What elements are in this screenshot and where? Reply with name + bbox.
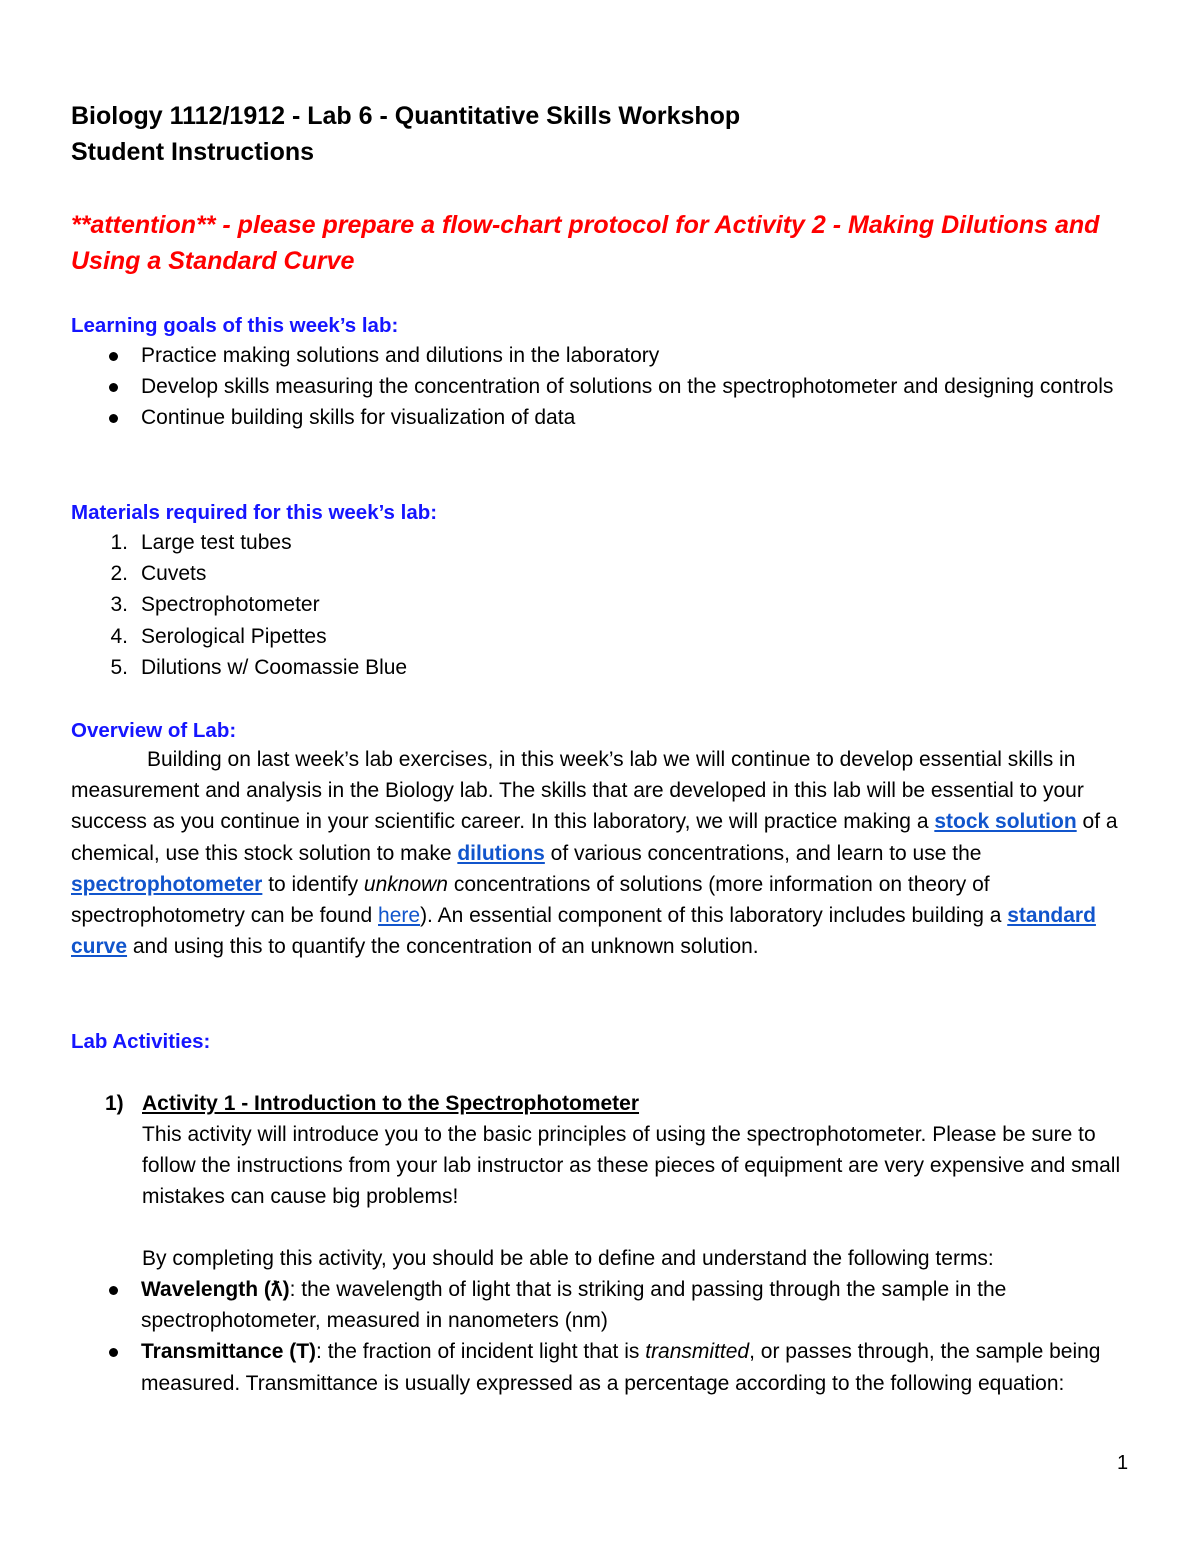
learning-goals-list <box>71 340 1131 434</box>
list-item-text: Dilutions w/ Coomassie Blue <box>141 655 408 679</box>
lab-activities-heading: Lab Activities: <box>71 1030 211 1053</box>
title-line-1: Biology 1112/1912 - Lab 6 - Quantitative Skills Workshop <box>71 102 741 130</box>
standard-curve-link[interactable]: standard curve <box>71 904 1096 959</box>
page-number: 1 <box>1117 1452 1129 1474</box>
materials-list <box>71 527 1131 683</box>
activity-1-terms-intro: By completing this activity, you should be able to define and understand the following terms: <box>142 1247 994 1270</box>
list-item-text: Cuvets <box>141 562 207 586</box>
list-item-text: Large test tubes <box>141 531 292 554</box>
learning-goals-heading: Learning goals of this week’s lab: <box>71 314 399 337</box>
activity-1-intro: This activity will introduce you to the basic principles of using the spectrophotometer. Please be sure to follow the instructions from your lab instructor as these pieces of equipment are very expensive and small mistakes can cause big problems! <box>142 1123 1121 1209</box>
list-number: 4. <box>110 624 128 648</box>
spectrophotometer-link[interactable]: spectrophotometer <box>71 872 263 896</box>
list-item: Continue building skills for visualization of data <box>71 402 1131 433</box>
dilutions-link[interactable]: dilutions <box>457 841 545 865</box>
materials-heading: Materials required for this week’s lab: <box>71 501 438 524</box>
activity-number: 1) <box>105 1092 124 1115</box>
list-item <box>71 558 1131 589</box>
list-item: Develop skills measuring the concentration of solutions on the spectrophotometer and designing controls <box>71 371 1131 402</box>
stock-solution-link[interactable]: stock solution <box>934 810 1077 834</box>
list-number: 5. <box>110 655 128 679</box>
list-item <box>71 527 1131 558</box>
term-wavelength: Wavelength (ƛ) <box>141 1278 290 1301</box>
activity-1-heading <box>105 1088 639 1119</box>
overview-paragraph: Building on last week’s lab exercises, in this week’s lab we will continue to develop essential skills in measurement and analysis in the Biology lab. The skills that are developed in this lab will be essential to your success as you continue in your scientific career. In this laboratory, we will practice making a stock solution of a chemical, use this stock solution to make dilutions of various concentrations, and learn to use the spectrophotometer to identify unknown concentrations of solutions (more information on theory of spectrophotometry can be found here). An essential component of this laboratory includes building a standard curve and using this to quantify the concentration of an unknown solution. <box>71 748 1118 959</box>
list-number: 2. <box>110 562 128 586</box>
here-link[interactable]: here <box>378 904 421 928</box>
list-item: Wavelength (ƛ): the wavelength of light that is striking and passing through the sample in the spectrophotometer, measured in nanometers (nm) <box>71 1274 1131 1336</box>
list-item: Transmittance (T): the fraction of incident light that is transmitted, or passes through, the sample being measured. Transmittance is usually expressed as a percentage according to the following equation: <box>71 1336 1131 1398</box>
overview-heading: Overview of Lab: <box>71 719 237 742</box>
terms-list <box>71 1274 1131 1399</box>
list-item <box>71 589 1131 620</box>
list-number: 1. <box>110 531 128 554</box>
list-number: 3. <box>110 593 128 617</box>
title-line-2: Student Instructions <box>71 138 315 166</box>
list-item-text: Serological Pipettes <box>141 624 327 648</box>
list-item <box>71 621 1131 652</box>
document-title <box>71 98 740 170</box>
term-transmittance: Transmittance (T) <box>141 1340 317 1364</box>
list-item-text: Spectrophotometer <box>141 593 320 617</box>
activity-title: Activity 1 - Introduction to the Spectrophotometer <box>142 1092 640 1115</box>
list-item: Practice making solutions and dilutions in the laboratory <box>71 340 1131 371</box>
list-item <box>71 652 1131 683</box>
attention-note: **attention** - please prepare a flow-chart protocol for Activity 2 - Making Dilutions and Using a Standard Curve <box>71 211 1100 275</box>
